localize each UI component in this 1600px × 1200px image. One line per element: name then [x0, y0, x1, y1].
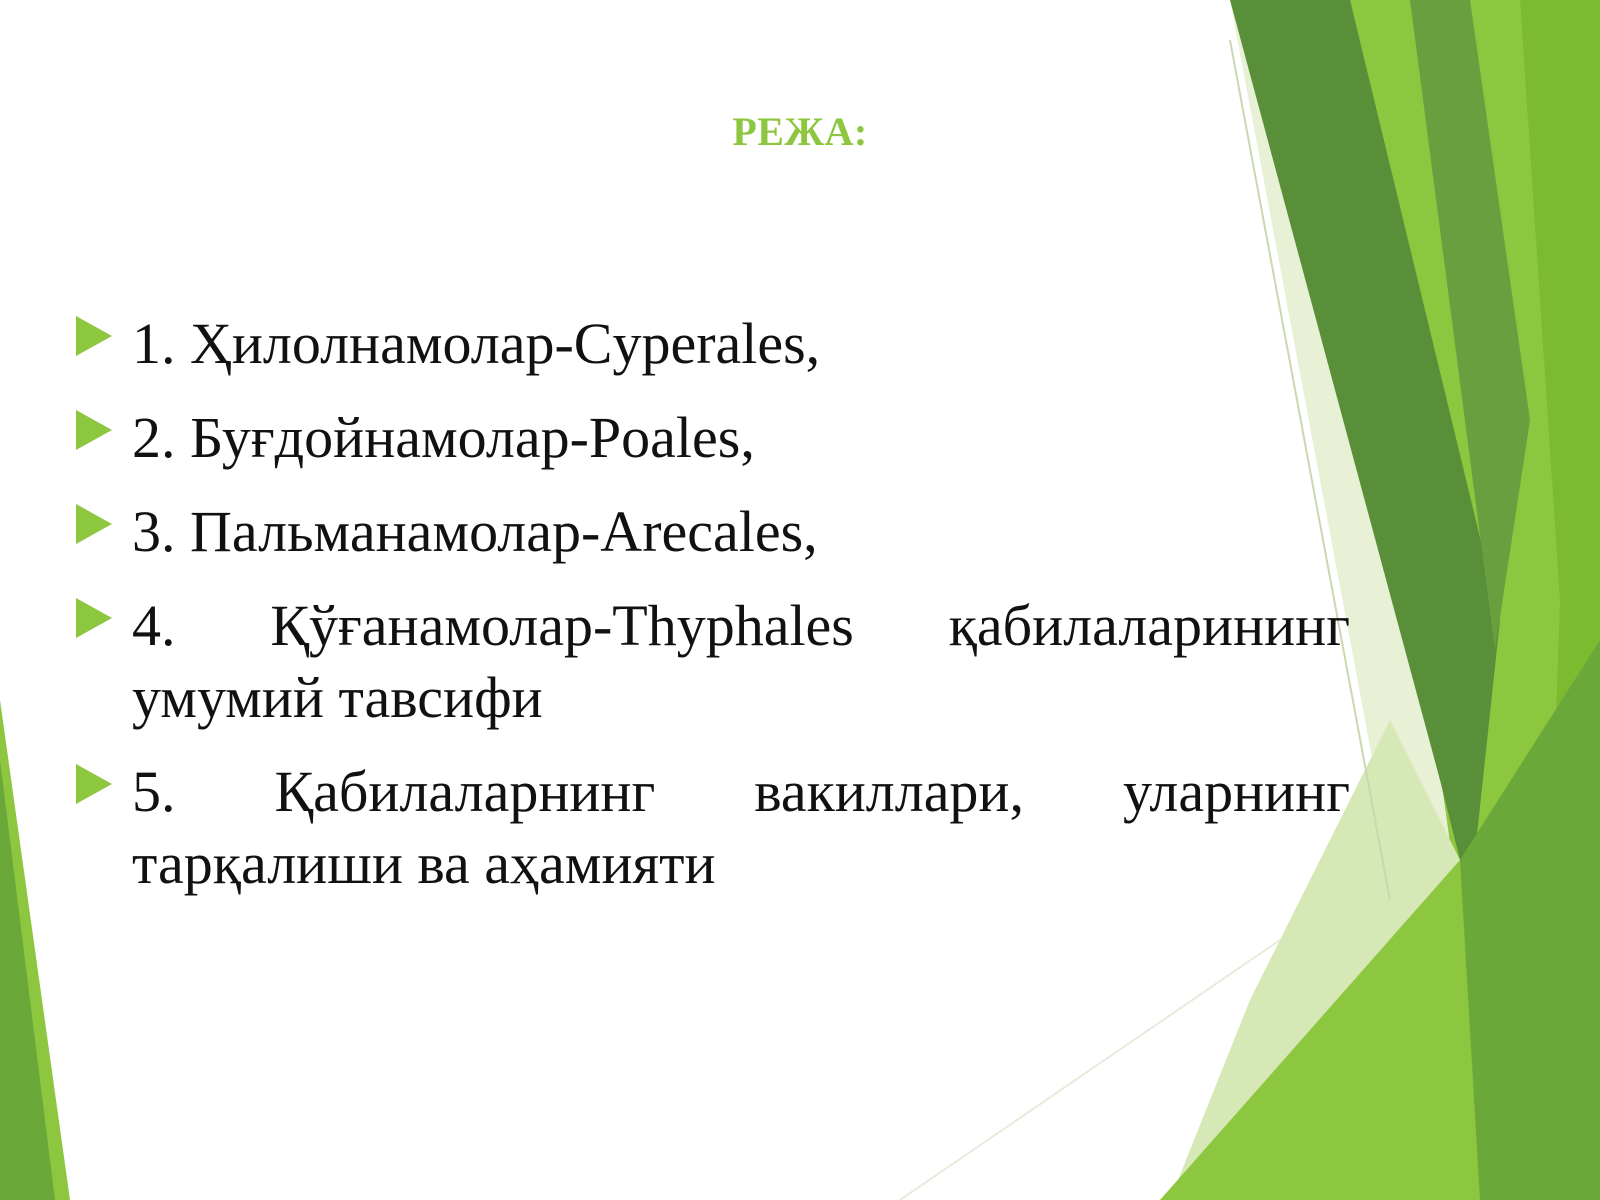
plan-item-1	[70, 308, 1350, 380]
plan-item-3	[70, 496, 1350, 568]
plan-item-5	[70, 756, 1350, 900]
triangle-bullet-icon	[76, 764, 112, 804]
plan-item-2	[70, 402, 1350, 474]
plan-item-text: 2. Буғдойнамолар-Poales,	[132, 405, 755, 470]
plan-item-text: 5. Қабилаларнинг вакиллари, уларнинг тарқалиши ва аҳамияти	[132, 759, 1350, 896]
triangle-bullet-icon	[76, 504, 112, 544]
plan-item-text: 4. Қўғанамолар-Thyphales қабилаларининг умумий тавсифи	[132, 593, 1350, 730]
triangle-bullet-icon	[76, 598, 112, 638]
plan-item-text: 1. Ҳилолнамолар-Cyperales,	[132, 311, 821, 376]
plan-list	[70, 308, 1350, 922]
decor-shape-left-dark	[0, 760, 55, 1200]
triangle-bullet-icon	[76, 316, 112, 356]
plan-item-4	[70, 590, 1350, 734]
plan-item-text: 3. Пальманамолар-Arecales,	[132, 499, 818, 564]
triangle-bullet-icon	[76, 410, 112, 450]
slide-title: РЕЖА:	[732, 109, 868, 154]
